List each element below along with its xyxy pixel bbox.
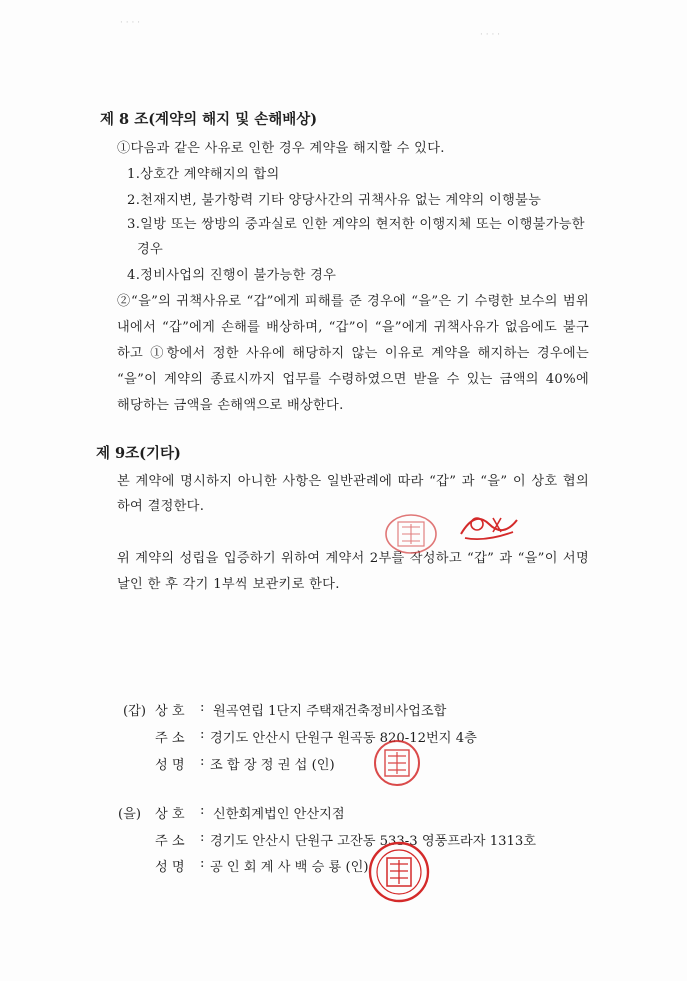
article-8-clause-2-line: 하고 ①항에서 정한 사유에 해당하지 않는 이유로 계약을 해지하는 경우에는 xyxy=(117,346,589,361)
article-8-item-cont: 경우 xyxy=(137,242,164,257)
header-mark-left: · · · · xyxy=(120,18,141,28)
article-8-clause-1: ①다음과 같은 사유로 인한 경우 계약을 해지할 수 있다. xyxy=(117,141,445,156)
party-b-representative: 공 인 회 계 사 백 승 룡 (인) xyxy=(210,860,369,875)
article-8-clause-2-line: 해당하는 금액을 손해액으로 배상한다. xyxy=(117,398,344,413)
party-a-colon: : xyxy=(200,727,205,742)
party-b-addr-label: 주 소 xyxy=(155,834,185,849)
signature-stamp-icon xyxy=(455,508,521,544)
closing-line: 위 계약의 성립을 입증하기 위하여 계약서 2부를 작성하고 “갑” 과 “을”이 서명 xyxy=(117,551,589,566)
header-mark-right: · · · · xyxy=(480,30,501,40)
party-b-name-label: 상 호 xyxy=(155,807,185,822)
article-8-heading: 제 8 조(계약의 해지 및 손해배상) xyxy=(100,111,318,128)
party-a-address: 경기도 안산시 단원구 원곡동 820-12번지 4층 xyxy=(210,731,477,746)
party-b-colon: : xyxy=(200,830,205,845)
party-a-addr-label: 주 소 xyxy=(155,731,185,746)
party-b-tag: (을) xyxy=(118,807,142,822)
party-a-name: 원곡연립 1단지 주택재건축정비사업조합 xyxy=(213,704,447,719)
party-a-rep-label: 성 명 xyxy=(155,758,185,773)
article-9-line: 하여 결정한다. xyxy=(117,499,205,514)
party-b-seal-icon xyxy=(363,840,435,904)
article-9-heading: 제 9조(기타) xyxy=(96,445,181,462)
seal-stamp-icon xyxy=(383,512,439,556)
party-a-tag: (갑) xyxy=(123,704,147,719)
article-8-item: 4.정비사업의 진행이 불가능한 경우 xyxy=(127,268,337,283)
article-8-item: 3.일방 또는 쌍방의 중과실로 인한 계약의 현저한 이행지체 또는 이행불가능한 xyxy=(127,217,585,232)
party-a-colon: : xyxy=(200,754,205,769)
party-b-colon: : xyxy=(200,803,205,818)
party-a-seal-icon xyxy=(372,738,422,788)
article-8-item: 2.천재지변, 불가항력 기타 양당사간의 귀책사유 없는 계약의 이행불능 xyxy=(127,193,542,208)
party-b-rep-label: 성 명 xyxy=(155,860,185,875)
party-b-address: 경기도 안산시 단원구 고잔동 533-3 영풍프라자 1313호 xyxy=(210,834,537,849)
party-a-representative: 조 합 장 정 권 섭 (인) xyxy=(210,758,335,773)
article-8-item: 1.상호간 계약해지의 합의 xyxy=(127,167,280,182)
party-b-name: 신한회계법인 안산지점 xyxy=(213,807,345,822)
party-b-colon: : xyxy=(200,856,205,871)
closing-line: 날인 한 후 각기 1부씩 보관키로 한다. xyxy=(117,577,340,592)
article-9-line: 본 계약에 명시하지 아니한 사항은 일반관례에 따라 “갑” 과 “을” 이 상호 협의 xyxy=(117,474,589,489)
party-a-name-label: 상 호 xyxy=(155,704,185,719)
article-8-clause-2-line: “을”이 계약의 종료시까지 업무를 수령하였으면 받을 수 있는 금액의 40%에 xyxy=(117,372,589,387)
party-a-colon: : xyxy=(200,700,205,715)
article-8-clause-2-line: ②“을”의 귀책사유로 “갑”에게 피해를 준 경우에 “을”은 기 수령한 보수의 범위 xyxy=(117,294,589,309)
article-8-clause-2-line: 내에서 “갑”에게 손해를 배상하며, “갑”이 “을”에게 귀책사유가 없음에도 불구 xyxy=(117,320,589,335)
